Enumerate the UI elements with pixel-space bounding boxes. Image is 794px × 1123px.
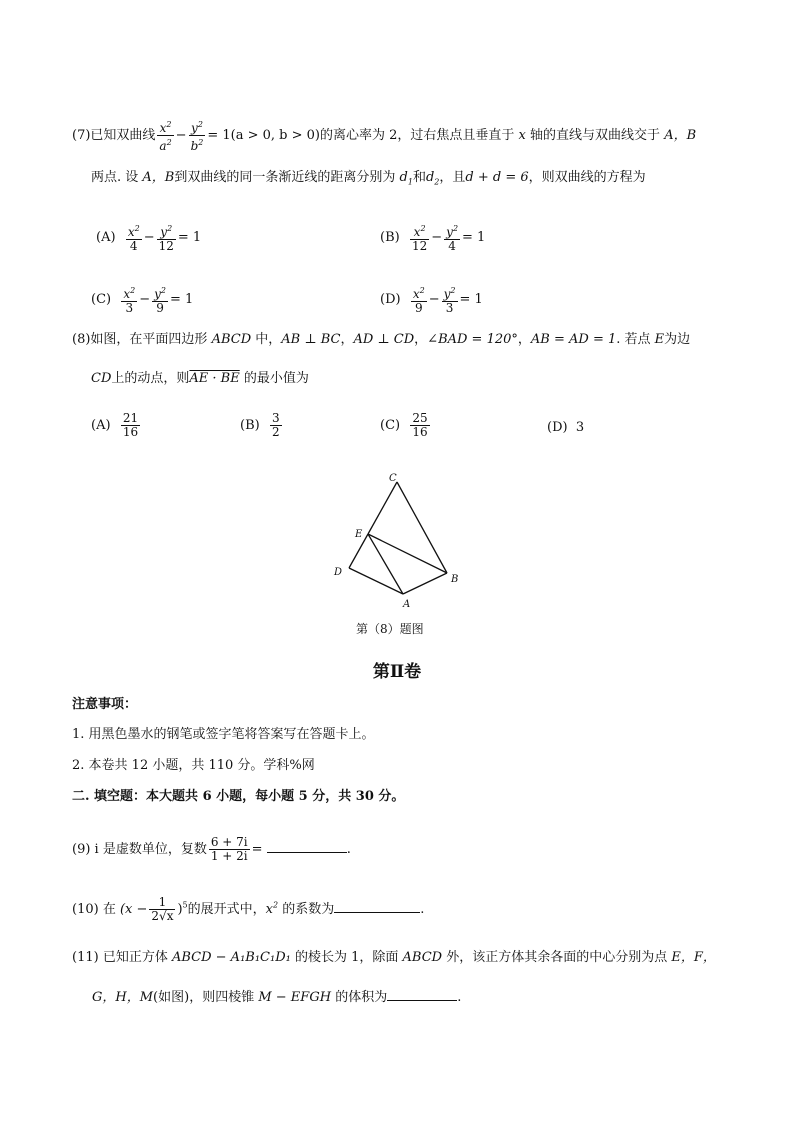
notes-title: 注意事项：	[72, 697, 138, 712]
edge-ed	[349, 534, 368, 568]
q8-line2b: 的最小值为	[243, 371, 309, 386]
q7-prefix: (7)已知双曲线	[72, 128, 156, 143]
q8-cond1: AB ⊥ BC	[281, 332, 341, 347]
q7-text2: 轴的直线与双曲线交于	[530, 128, 661, 143]
q10-frac: $\frac{1}{2√x}$	[151, 895, 174, 923]
q8-option-a: (A) $\frac{21}{16}$	[91, 411, 139, 439]
q7-line2d: ，且	[439, 170, 466, 185]
q8-cond2: AD ⊥ CD	[353, 332, 415, 347]
q7-line2c: 到双曲线的同一条渐近线的距离分别为	[174, 170, 396, 185]
q11-line1: (11) 已知正方体 ABCD − A₁B₁C₁D₁ 的棱长为 1，除面 ABCD 外，该正方体其余各面的中心分别为点 E，F，	[72, 950, 716, 965]
q11-answer-blank[interactable]	[387, 988, 457, 1001]
q10-prefix: (10) 在	[72, 902, 116, 917]
q7-line2	[91, 170, 646, 191]
q7-option-d: (D) $\frac{x^2}{9}$ − $\frac{y^2}{3}$ = 1	[380, 286, 483, 315]
q10-answer-blank[interactable]	[334, 900, 420, 913]
edge-ea	[368, 534, 403, 594]
q7-ab: A，B	[664, 128, 697, 143]
q8-vec: AE · BE	[189, 371, 240, 386]
note-1: 1. 用黑色墨水的钢笔或签字笔将答案写在答题卡上。	[72, 727, 375, 742]
q11-cube: ABCD − A₁B₁C₁D₁	[171, 950, 291, 965]
label-a: A	[403, 599, 411, 610]
q8-line1a: (8)如图，在平面四边形	[72, 332, 208, 347]
q7-d1: $d_1$	[399, 170, 413, 187]
q7-line1: (7)已知双曲线 $\frac{x^2}{a^2}$ − $\frac{y^2}{b^2}$ = 1(a > 0, b > 0)的离心率为 2，过右焦点且垂直于 x 轴的直线与双曲线交于 A，B	[72, 120, 697, 153]
q7-line2a: 两点. 设	[91, 170, 139, 185]
q7-frac-x: $\frac{x^2}{a^2}$	[159, 120, 172, 153]
q7-text1: 的离心率为 2，过右焦点且垂直于	[320, 128, 515, 143]
q7-x: x	[518, 128, 526, 143]
q8-line2a: 上的动点，则	[111, 371, 190, 386]
edge-cb	[397, 482, 447, 573]
q7-d2: $d_2$	[425, 170, 440, 187]
label-b: B	[451, 574, 459, 585]
q8-line1d: 为边	[664, 332, 691, 347]
q8-line1: (8)如图，在平面四边形 ABCD 中，AB ⊥ BC，AD ⊥ CD，∠BAD = 120°，AB = AD = 1. 若点 E为边	[72, 332, 691, 347]
q8-line1c: . 若点	[616, 332, 651, 347]
part2-heading: 二. 填空题：本大题共 6 小题，每小题 5 分，共 30 分。	[72, 789, 405, 804]
q7-and: 和	[412, 170, 426, 185]
q10-x2: $x^2$	[265, 900, 279, 917]
q9-frac: $\frac{6 + 7i}{1 + 2i}$	[210, 835, 248, 863]
q7-sum: d + d = 6	[465, 170, 529, 185]
edge-ab	[403, 573, 447, 594]
q8-caption: 第（8）题图	[356, 622, 424, 636]
edge-eb	[368, 534, 447, 573]
q9: (9) i 是虚数单位，复数 $\frac{6 + 7i}{1 + 2i}$ = .	[72, 835, 351, 863]
q8-line2	[91, 371, 309, 387]
q7-frac-y: $\frac{y^2}{b^2}$	[190, 120, 204, 153]
q7-option-b: (B) $\frac{x^2}{12}$ − $\frac{y^2}{4}$ = 1	[380, 224, 486, 253]
q8-option-d: (D) 3	[547, 420, 585, 435]
note-2: 2. 本卷共 12 小题，共 110 分。学科%网	[72, 758, 315, 773]
q11-line2: G，H，M(如图)，则四棱锥 M − EFGH 的体积为 .	[92, 990, 462, 1005]
section-title: 第Ⅱ卷	[372, 662, 422, 682]
q8-line1b: 中，	[255, 332, 282, 347]
label-e: E	[355, 529, 363, 540]
label-d: D	[334, 567, 343, 578]
q8-cond3: ∠BAD = 120°	[427, 332, 518, 347]
edge-da	[349, 568, 403, 594]
q8-option-c: (C) $\frac{25}{16}$	[380, 411, 428, 439]
label-c: C	[389, 473, 397, 484]
q8-option-b: (B) $\frac{3}{2}$	[240, 411, 280, 439]
q7-line2b: A，B	[142, 170, 175, 185]
q11-line1a: (11) 已知正方体	[72, 950, 168, 965]
q9-prefix: (9) i 是虚数单位，复数	[72, 842, 207, 857]
q8-cond4: AB = AD = 1	[530, 332, 617, 347]
edge-ce	[368, 482, 397, 534]
q8-abcd: ABCD	[211, 332, 252, 347]
q8-cd: CD	[91, 371, 112, 386]
q8-e: E	[654, 332, 665, 347]
q10: (10) 在 (x − $\frac{1}{2√x}$ )$^5$的展开式中，$x^2$ 的系数为 .	[72, 895, 425, 923]
q7-option-c: (C) $\frac{x^2}{3}$ − $\frac{y^2}{9}$ = 1	[91, 286, 194, 315]
q7-eq: = 1(a > 0, b > 0)	[207, 128, 320, 143]
q9-answer-blank[interactable]	[267, 840, 347, 853]
q7-option-a: (A) $\frac{x^2}{4}$ − $\frac{y^2}{12}$ = 1	[96, 224, 202, 253]
q7-line2e: ，则双曲线的方程为	[528, 170, 646, 185]
